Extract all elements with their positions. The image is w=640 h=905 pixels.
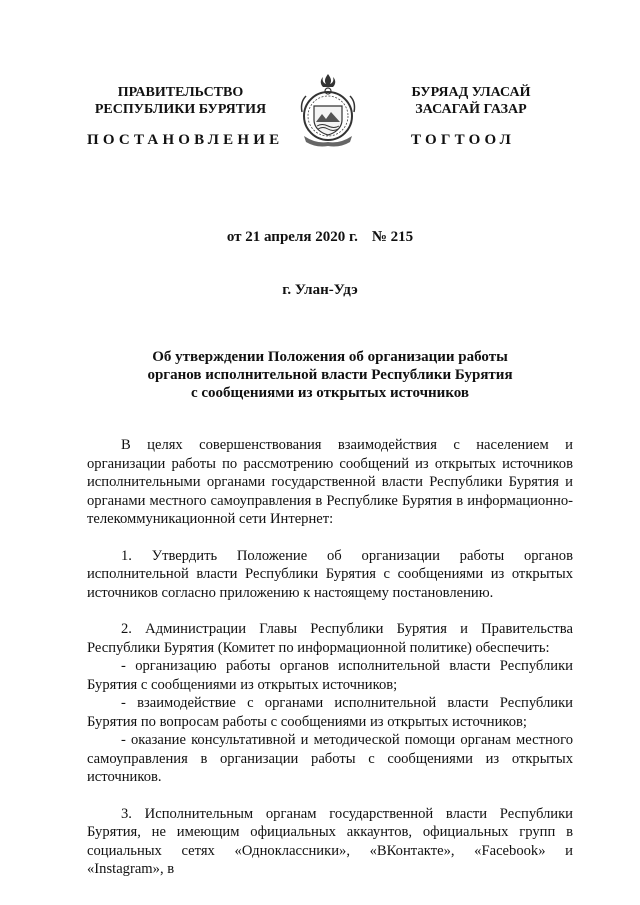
title-line2: органов исполнительной власти Республики Бурятия [147,367,513,383]
coat-of-arms-icon [296,72,360,152]
header-right-line2: ЗАСАГАЙ ГАЗАР [415,102,527,117]
header-right [382,84,560,118]
city: г. Улан-Удэ [282,282,358,298]
decree-number: № 215 [371,229,414,245]
item-3: 3. Исполнительным органам государственной власти Республики Бурятия, не имеющим официальных аккаунтов, официальных групп в социальных сетях «Одноклассники», «ВКонтакте», «Facebook» и «Instagram», в [87,805,573,877]
intro-paragraph: В целях совершенствования взаимодействия с населением и организации работы по рассмотрению сообщений из открытых источников исполнительными органами государственной власти Республики Бурятия и органами местного самоуправления в Республике Бурятия в информационно-телекоммуникационной сети Интернет: [87,437,573,527]
header-left-line2: РЕСПУБЛИКИ БУРЯТИЯ [94,102,267,117]
decree-type-russian: ПОСТАНОВЛЕНИЕ [87,132,284,148]
document-title [80,348,580,402]
title-line3: с сообщениями из открытых источников [190,385,469,401]
item-2-bullet: - организацию работы органов исполнительной власти Республики Бурятия с сообщениями из открытых источников; [87,658,573,693]
item-2-bullet: - оказание консультативной и методической помощи органам местного самоуправления в организации работы с сообщениями из открытых источников. [87,732,573,785]
item-1: 1. Утвердить Положение об организации работы органов исполнительной власти Республики Бурятия с сообщениями из открытых источников согласно приложению к настоящему постановлению. [87,547,573,601]
header-left [83,84,278,118]
decree-type-buryat: ТОГТООЛ [411,132,515,148]
document-body [87,436,573,879]
header-left-line1: ПРАВИТЕЛЬСТВО [117,85,244,100]
date-number-line [0,229,640,246]
item-2: 2. Администрации Главы Республики Бурятия и Правительства Республики Бурятия (Комитет по информационной политике) обеспечить: [87,621,573,656]
decree-date: от 21 апреля 2020 г. [226,229,358,245]
item-2-bullet: - взаимодействие с органами исполнительной власти Республики Бурятия по вопросам работы с сообщениями из открытых источников; [87,695,573,730]
header-right-line1: БУРЯАД УЛАСАЙ [411,85,531,100]
title-line1: Об утверждении Положения об организации работы [152,349,508,365]
